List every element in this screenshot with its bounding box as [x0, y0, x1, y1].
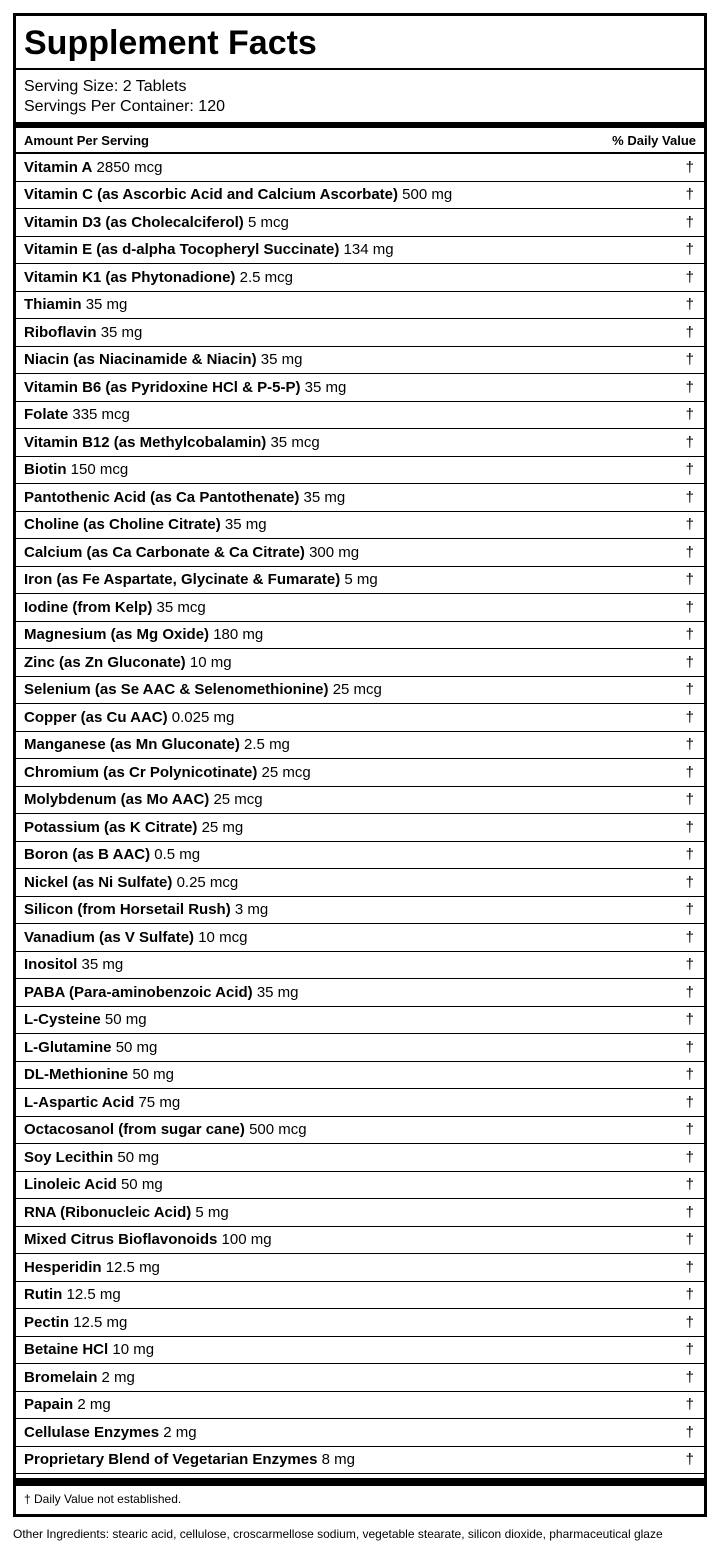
daily-value-dagger: †: [685, 791, 694, 809]
nutrient-cell: [24, 736, 290, 753]
nutrient-name: Proprietary Blend of Vegetarian Enzymes: [24, 1451, 318, 1469]
nutrient-name: Cellulase Enzymes: [24, 1423, 160, 1441]
nutrient-amount: 35 mcg: [270, 433, 320, 451]
panel-title: Supplement Facts: [16, 16, 704, 70]
table-row: [16, 897, 704, 925]
nutrient-amount: 12.5 mg: [73, 1313, 128, 1331]
table-row: [16, 1062, 704, 1090]
nutrient-name: Selenium (as Se AAC & Selenomethionine): [24, 681, 329, 699]
nutrient-name: Magnesium (as Mg Oxide): [24, 626, 210, 644]
bottom-divider: [16, 1478, 704, 1486]
daily-value-dagger: †: [685, 461, 694, 479]
servings-per-container: Servings Per Container: 120: [24, 98, 225, 115]
table-row: [16, 347, 704, 375]
daily-value-dagger: †: [685, 1011, 694, 1029]
nutrient-amount: 50 mg: [117, 1148, 160, 1166]
nutrient-cell: [24, 1039, 157, 1056]
table-row: [16, 677, 704, 705]
nutrient-amount: 2 mg: [163, 1423, 197, 1441]
nutrient-cell: [24, 819, 243, 836]
daily-value-dagger: †: [685, 598, 694, 616]
daily-value-dagger: †: [685, 653, 694, 671]
nutrient-cell: [24, 874, 238, 891]
daily-value-dagger: †: [685, 1203, 694, 1221]
footnote: † Daily Value not established.: [24, 1492, 182, 1506]
nutrient-name: Vitamin E (as d-alpha Tocopheryl Succinate): [24, 241, 340, 259]
table-row: [16, 374, 704, 402]
nutrient-name: Niacin (as Niacinamide & Niacin): [24, 351, 257, 369]
daily-value-dagger: †: [685, 1423, 694, 1441]
nutrient-amount: 35 mg: [81, 956, 124, 974]
nutrient-name: Thiamin: [24, 296, 82, 314]
daily-value-dagger: †: [685, 1148, 694, 1166]
daily-value-dagger: †: [685, 1313, 694, 1331]
daily-value-dagger: †: [685, 626, 694, 644]
nutrient-cell: [24, 599, 206, 616]
table-row: [16, 539, 704, 567]
daily-value-dagger: †: [685, 928, 694, 946]
nutrient-amount: 5 mg: [195, 1203, 229, 1221]
nutrient-name: Boron (as B AAC): [24, 846, 151, 864]
table-row: [16, 182, 704, 210]
daily-value-dagger: †: [685, 1093, 694, 1111]
daily-value-dagger: †: [685, 901, 694, 919]
nutrient-name: Calcium (as Ca Carbonate & Ca Citrate): [24, 543, 305, 561]
table-row: [16, 787, 704, 815]
table-row: [16, 704, 704, 732]
table-row: [16, 264, 704, 292]
table-row: [16, 1007, 704, 1035]
nutrient-cell: [24, 1066, 174, 1083]
nutrient-amount: 25 mg: [201, 818, 244, 836]
table-row: [16, 979, 704, 1007]
table-row: [16, 924, 704, 952]
nutrient-cell: [24, 1286, 121, 1303]
daily-value-dagger: †: [685, 516, 694, 534]
nutrient-name: Chromium (as Cr Polynicotinate): [24, 763, 258, 781]
nutrient-name: Vanadium (as V Sulfate): [24, 928, 195, 946]
nutrient-name: Pectin: [24, 1313, 70, 1331]
nutrient-cell: [24, 516, 267, 533]
daily-value-dagger: †: [685, 268, 694, 286]
nutrient-amount: 35 mg: [304, 378, 347, 396]
table-row: [16, 402, 704, 430]
nutrient-amount: 2850 mcg: [96, 158, 163, 176]
nutrient-name: Vitamin C (as Ascorbic Acid and Calcium Ascorbate): [24, 186, 398, 204]
nutrient-cell: [24, 324, 142, 341]
nutrient-amount: 300 mg: [309, 543, 360, 561]
daily-value-dagger: †: [685, 1368, 694, 1386]
table-row: [16, 1144, 704, 1172]
table-header: [16, 128, 704, 154]
nutrient-amount: 2.5 mg: [244, 736, 290, 754]
nutrient-name: L-Glutamine: [24, 1038, 112, 1056]
daily-value-dagger: †: [685, 681, 694, 699]
nutrient-cell: [24, 571, 378, 588]
daily-value-dagger: †: [685, 351, 694, 369]
table-row: [16, 1089, 704, 1117]
nutrient-name: Nickel (as Ni Sulfate): [24, 873, 173, 891]
daily-value-dagger: †: [685, 1341, 694, 1359]
nutrient-cell: [24, 956, 123, 973]
nutrient-list: [16, 154, 704, 1474]
nutrient-amount: 150 mcg: [70, 461, 129, 479]
supplement-facts-panel: [13, 13, 707, 1517]
table-row: [16, 869, 704, 897]
nutrient-cell: [24, 379, 346, 396]
nutrient-cell: [24, 1176, 163, 1193]
daily-value-dagger: †: [685, 1396, 694, 1414]
nutrient-amount: 12.5 mg: [66, 1286, 121, 1304]
table-row: [16, 1227, 704, 1255]
daily-value-dagger: †: [685, 736, 694, 754]
nutrient-cell: [24, 406, 130, 423]
nutrient-name: L-Cysteine: [24, 1011, 101, 1029]
daily-value-dagger: †: [685, 818, 694, 836]
daily-value-dagger: †: [685, 873, 694, 891]
nutrient-cell: [24, 929, 247, 946]
nutrient-amount: 2.5 mcg: [239, 268, 293, 286]
nutrient-cell: [24, 241, 394, 258]
daily-value-dagger: †: [685, 708, 694, 726]
nutrient-cell: [24, 791, 263, 808]
daily-value-dagger: †: [685, 1038, 694, 1056]
nutrient-amount: 75 mg: [138, 1093, 181, 1111]
nutrient-amount: 10 mcg: [198, 928, 248, 946]
table-row: [16, 237, 704, 265]
nutrient-amount: 3 mg: [234, 901, 269, 919]
nutrient-name: Zinc (as Zn Gluconate): [24, 653, 186, 671]
table-row: [16, 567, 704, 595]
nutrient-amount: 25 mcg: [213, 791, 263, 809]
nutrient-cell: [24, 1259, 160, 1276]
table-row: [16, 1199, 704, 1227]
table-row: [16, 1447, 704, 1475]
table-row: [16, 154, 704, 182]
nutrient-amount: 35 mg: [100, 323, 143, 341]
nutrient-amount: 10 mg: [189, 653, 232, 671]
nutrient-amount: 0.25 mcg: [176, 873, 239, 891]
nutrient-amount: 35 mg: [303, 488, 346, 506]
nutrient-cell: [24, 1231, 272, 1248]
nutrient-name: Silicon (from Horsetail Rush): [24, 901, 231, 919]
nutrient-amount: 5 mg: [344, 571, 378, 589]
daily-value-dagger: †: [685, 158, 694, 176]
nutrient-amount: 500 mg: [402, 186, 453, 204]
table-row: [16, 952, 704, 980]
serving-size: Serving Size: 2 Tablets: [24, 78, 187, 95]
daily-value-dagger: †: [685, 378, 694, 396]
nutrient-cell: [24, 434, 320, 451]
nutrient-cell: [24, 296, 127, 313]
nutrient-amount: 134 mg: [343, 241, 394, 259]
nutrient-name: Linoleic Acid: [24, 1176, 117, 1194]
nutrient-amount: 35 mg: [85, 296, 128, 314]
table-row: [16, 292, 704, 320]
table-row: [16, 1337, 704, 1365]
daily-value-dagger: †: [685, 1286, 694, 1304]
daily-value-dagger: †: [685, 296, 694, 314]
nutrient-name: Soy Lecithin: [24, 1148, 114, 1166]
table-row: [16, 1309, 704, 1337]
nutrient-amount: 50 mg: [115, 1038, 158, 1056]
nutrient-cell: [24, 1121, 307, 1138]
nutrient-amount: 180 mg: [213, 626, 264, 644]
nutrient-cell: [24, 1204, 229, 1221]
table-row: [16, 1364, 704, 1392]
daily-value-dagger: †: [685, 571, 694, 589]
nutrient-name: Vitamin A: [24, 158, 93, 176]
nutrient-name: Hesperidin: [24, 1258, 102, 1276]
nutrient-cell: [24, 351, 302, 368]
nutrient-name: Vitamin K1 (as Phytonadione): [24, 268, 236, 286]
nutrient-cell: [24, 764, 311, 781]
nutrient-name: Rutin: [24, 1286, 63, 1304]
daily-value-dagger: †: [685, 1066, 694, 1084]
table-row: [16, 1254, 704, 1282]
daily-value-label: % Daily Value: [612, 132, 696, 148]
nutrient-cell: [24, 1094, 180, 1111]
nutrient-name: Copper (as Cu AAC): [24, 708, 168, 726]
table-row: [16, 814, 704, 842]
nutrient-cell: [24, 1369, 135, 1386]
nutrient-cell: [24, 186, 452, 203]
nutrient-amount: 335 mcg: [72, 406, 130, 424]
serving-info: [16, 70, 704, 122]
nutrient-name: Iodine (from Kelp): [24, 598, 153, 616]
table-row: [16, 429, 704, 457]
table-row: [16, 1419, 704, 1447]
nutrient-amount: 25 mcg: [261, 763, 311, 781]
nutrient-name: Vitamin B6 (as Pyridoxine HCl & P-5-P): [24, 378, 301, 396]
table-row: [16, 484, 704, 512]
daily-value-dagger: †: [685, 1451, 694, 1469]
nutrient-amount: 100 mg: [221, 1231, 272, 1249]
table-row: [16, 594, 704, 622]
table-row: [16, 1034, 704, 1062]
nutrient-cell: [24, 159, 162, 176]
nutrient-name: Vitamin B12 (as Methylcobalamin): [24, 433, 267, 451]
nutrient-name: Folate: [24, 406, 69, 424]
nutrient-amount: 50 mg: [120, 1176, 163, 1194]
daily-value-dagger: †: [685, 846, 694, 864]
nutrient-amount: 500 mcg: [249, 1121, 307, 1139]
table-row: [16, 1172, 704, 1200]
nutrient-amount: 0.5 mg: [154, 846, 201, 864]
daily-value-dagger: †: [685, 488, 694, 506]
daily-value-dagger: †: [685, 433, 694, 451]
nutrient-amount: 50 mg: [104, 1011, 147, 1029]
nutrient-amount: 12.5 mg: [105, 1258, 160, 1276]
nutrient-name: Pantothenic Acid (as Ca Pantothenate): [24, 488, 300, 506]
nutrient-name: DL-Methionine: [24, 1066, 129, 1084]
daily-value-dagger: †: [685, 186, 694, 204]
nutrient-name: PABA (Para-aminobenzoic Acid): [24, 983, 253, 1001]
daily-value-dagger: †: [685, 763, 694, 781]
nutrient-name: L-Aspartic Acid: [24, 1093, 135, 1111]
nutrient-amount: 35 mg: [224, 516, 267, 534]
nutrient-amount: 8 mg: [321, 1451, 355, 1469]
other-ingredients: Other Ingredients: stearic acid, cellulose, croscarmellose sodium, vegetable stearate, silicon dioxide, pharmaceutical glaze: [13, 1527, 663, 1541]
nutrient-cell: [24, 1341, 154, 1358]
nutrient-name: Biotin: [24, 461, 67, 479]
nutrient-cell: [24, 1314, 127, 1331]
nutrient-name: Bromelain: [24, 1368, 98, 1386]
nutrient-name: Potassium (as K Citrate): [24, 818, 198, 836]
nutrient-cell: [24, 901, 268, 918]
nutrient-amount: 35 mg: [256, 983, 299, 1001]
table-row: [16, 512, 704, 540]
nutrient-amount: 2 mg: [101, 1368, 135, 1386]
nutrient-amount: 10 mg: [112, 1341, 155, 1359]
table-row: [16, 209, 704, 237]
nutrient-amount: 0.025 mg: [171, 708, 235, 726]
nutrient-cell: [24, 984, 299, 1001]
nutrient-cell: [24, 1149, 159, 1166]
nutrient-amount: 2 mg: [77, 1396, 111, 1414]
amount-per-serving-label: Amount Per Serving: [24, 132, 149, 148]
nutrient-amount: 50 mg: [132, 1066, 175, 1084]
table-row: [16, 1117, 704, 1145]
nutrient-cell: [24, 461, 128, 478]
table-row: [16, 1392, 704, 1420]
nutrient-name: Choline (as Choline Citrate): [24, 516, 221, 534]
nutrient-cell: [24, 1011, 147, 1028]
nutrient-name: Iron (as Fe Aspartate, Glycinate & Fumarate): [24, 571, 341, 589]
daily-value-dagger: †: [685, 406, 694, 424]
table-row: [16, 457, 704, 485]
nutrient-name: Mixed Citrus Bioflavonoids: [24, 1231, 218, 1249]
table-row: [16, 1282, 704, 1310]
nutrient-cell: [24, 709, 234, 726]
daily-value-dagger: †: [685, 983, 694, 1001]
daily-value-dagger: †: [685, 1258, 694, 1276]
nutrient-name: Riboflavin: [24, 323, 97, 341]
nutrient-name: Inositol: [24, 956, 78, 974]
table-row: [16, 649, 704, 677]
daily-value-dagger: †: [685, 543, 694, 561]
nutrient-cell: [24, 654, 232, 671]
daily-value-dagger: †: [685, 323, 694, 341]
daily-value-dagger: †: [685, 1176, 694, 1194]
table-row: [16, 759, 704, 787]
table-row: [16, 622, 704, 650]
nutrient-cell: [24, 846, 200, 863]
table-row: [16, 732, 704, 760]
nutrient-name: Betaine HCl: [24, 1341, 109, 1359]
table-row: [16, 319, 704, 347]
daily-value-dagger: †: [685, 241, 694, 259]
daily-value-dagger: †: [685, 1121, 694, 1139]
table-row: [16, 842, 704, 870]
nutrient-cell: [24, 214, 289, 231]
nutrient-amount: 5 mcg: [247, 213, 289, 231]
nutrient-amount: 35 mcg: [156, 598, 206, 616]
daily-value-dagger: †: [685, 213, 694, 231]
nutrient-name: RNA (Ribonucleic Acid): [24, 1203, 192, 1221]
nutrient-name: Molybdenum (as Mo AAC): [24, 791, 210, 809]
nutrient-amount: 25 mcg: [332, 681, 382, 699]
nutrient-name: Vitamin D3 (as Cholecalciferol): [24, 213, 244, 231]
nutrient-amount: 35 mg: [260, 351, 303, 369]
nutrient-name: Manganese (as Mn Gluconate): [24, 736, 240, 754]
nutrient-cell: [24, 489, 345, 506]
nutrient-name: Octacosanol (from sugar cane): [24, 1121, 245, 1139]
nutrient-cell: [24, 1396, 111, 1413]
nutrient-cell: [24, 681, 382, 698]
daily-value-dagger: †: [685, 956, 694, 974]
daily-value-dagger: †: [685, 1231, 694, 1249]
nutrient-cell: [24, 1451, 355, 1468]
nutrient-cell: [24, 1424, 197, 1441]
nutrient-cell: [24, 544, 359, 561]
nutrient-cell: [24, 269, 293, 286]
nutrient-cell: [24, 626, 263, 643]
nutrient-name: Papain: [24, 1396, 74, 1414]
